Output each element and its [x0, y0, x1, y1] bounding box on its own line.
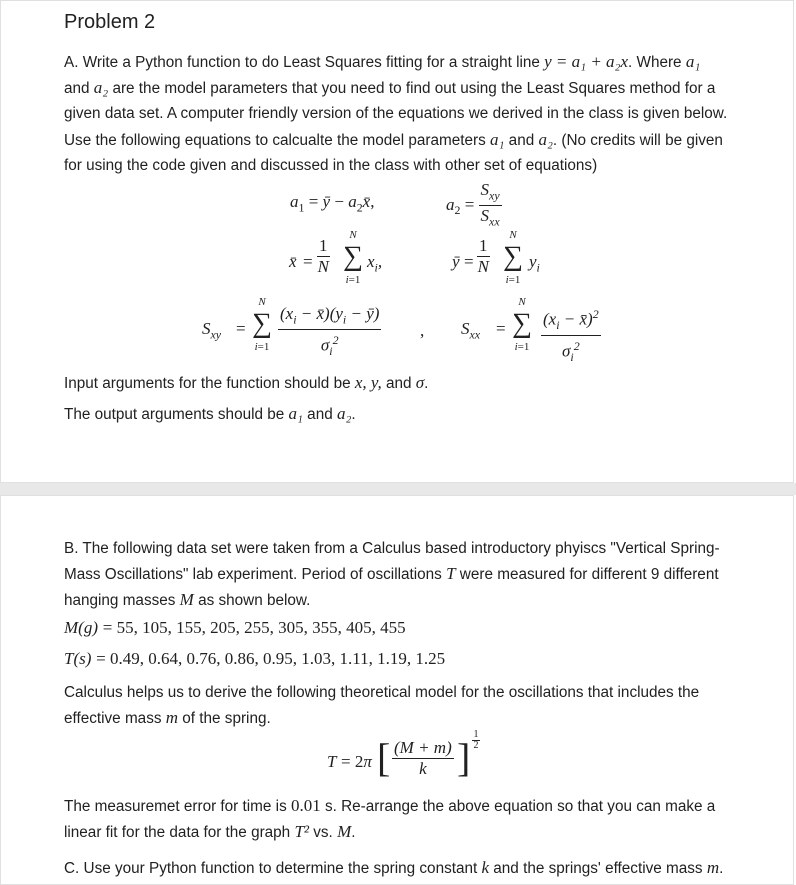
equation-ybar: ȳ = $\frac{1}{N}$ N ∑ i=1 $y_i$	[452, 229, 540, 286]
output-arguments-text	[64, 401, 356, 427]
problem-title: Problem 2	[64, 11, 156, 33]
text-line: given data set. A computer friendly version of the equations we derived in the class is given below.	[64, 105, 728, 123]
text-line: Mass Oscillations" lab experiment. Period of oscillations T were measured for different 9 different	[64, 564, 719, 584]
equation-period-model: T = 2π [ $\frac{(M + m)}{k}$ ] 1 2	[327, 729, 479, 780]
text-line: linear fit for the data for the graph T² vs. M.	[64, 822, 356, 842]
text-line: hanging masses M as shown below.	[64, 590, 311, 610]
text-line: The measuremet error for time is 0.01 s. Re-arrange the above equation so that you can make a	[64, 796, 716, 815]
part-a-description	[64, 49, 784, 178]
part-c-text	[64, 855, 723, 881]
text-line: and a₂ are the model parameters that you need to find out using the Least Squares method for a	[64, 78, 716, 98]
measurement-error-text	[64, 793, 784, 845]
part-b-description	[64, 536, 784, 614]
text-line: Input arguments for the function should be x, y, and σ.	[64, 373, 429, 392]
problem-card-part-b	[0, 495, 794, 885]
equation-a1: $a_1$ = ȳ − $a_2x̄$,	[290, 192, 375, 215]
text-line: B. The following data set were taken from a Calculus based introductory phyiscs "Vertical Spring-	[64, 540, 720, 557]
equation-xbar: x̄ = $\frac{1}{N}$ N ∑ i=1 $x_i$,	[289, 229, 383, 286]
text-line: Use the following equations to calcualte the model parameters a₁ and a₂. (No credits will be given	[64, 129, 723, 149]
equation-sxy: $S_{xy}$ = N ∑ i=1 $\frac{(x_i - x̄)(y_i - ȳ)}{\sigma_i^2}$ ,	[202, 296, 425, 359]
mass-values: 55, 105, 155, 205, 255, 305, 355, 405, 455	[116, 618, 406, 637]
mass-label: M(g)	[64, 618, 98, 637]
text-line: A. Write a Python function to do Least Squares fitting for a straight line y = a₁ + a₂x. Where a₁	[64, 52, 701, 71]
period-label: T(s)	[64, 649, 92, 668]
equation-a2: $a_2$ = $\frac{S_{xy}}{S_{xx}}$	[446, 180, 500, 229]
period-data-line: T(s) = 0.49, 0.64, 0.76, 0.86, 0.95, 1.03, 1.11, 1.19, 1.25	[64, 649, 446, 668]
mass-data-line: M(g) = 55, 105, 155, 205, 255, 305, 355, 405, 455	[64, 618, 406, 637]
equation-sxx: $S_{xx}$ = N ∑ i=1 $\frac{(x_i - x̄)^2}{\sigma_i^2}$	[461, 296, 599, 365]
text-line: The output arguments should be a₁ and a₂.	[64, 404, 356, 423]
text-line: Calculus helps us to derive the following theoretical model for the oscillations that includes the	[64, 684, 700, 701]
period-values: 0.49, 0.64, 0.76, 0.86, 0.95, 1.03, 1.11, 1.19, 1.25	[109, 649, 446, 668]
text-line: for using the code given and discussed in the class with other set of equations)	[64, 156, 598, 174]
card-separator	[0, 483, 796, 495]
text-line: effective mass m of the spring.	[64, 708, 271, 728]
text-line: C. Use your Python function to determine the spring constant k and the springs' effective mass m.	[64, 858, 724, 877]
input-arguments-text	[64, 370, 428, 396]
calculus-model-text	[64, 680, 784, 731]
